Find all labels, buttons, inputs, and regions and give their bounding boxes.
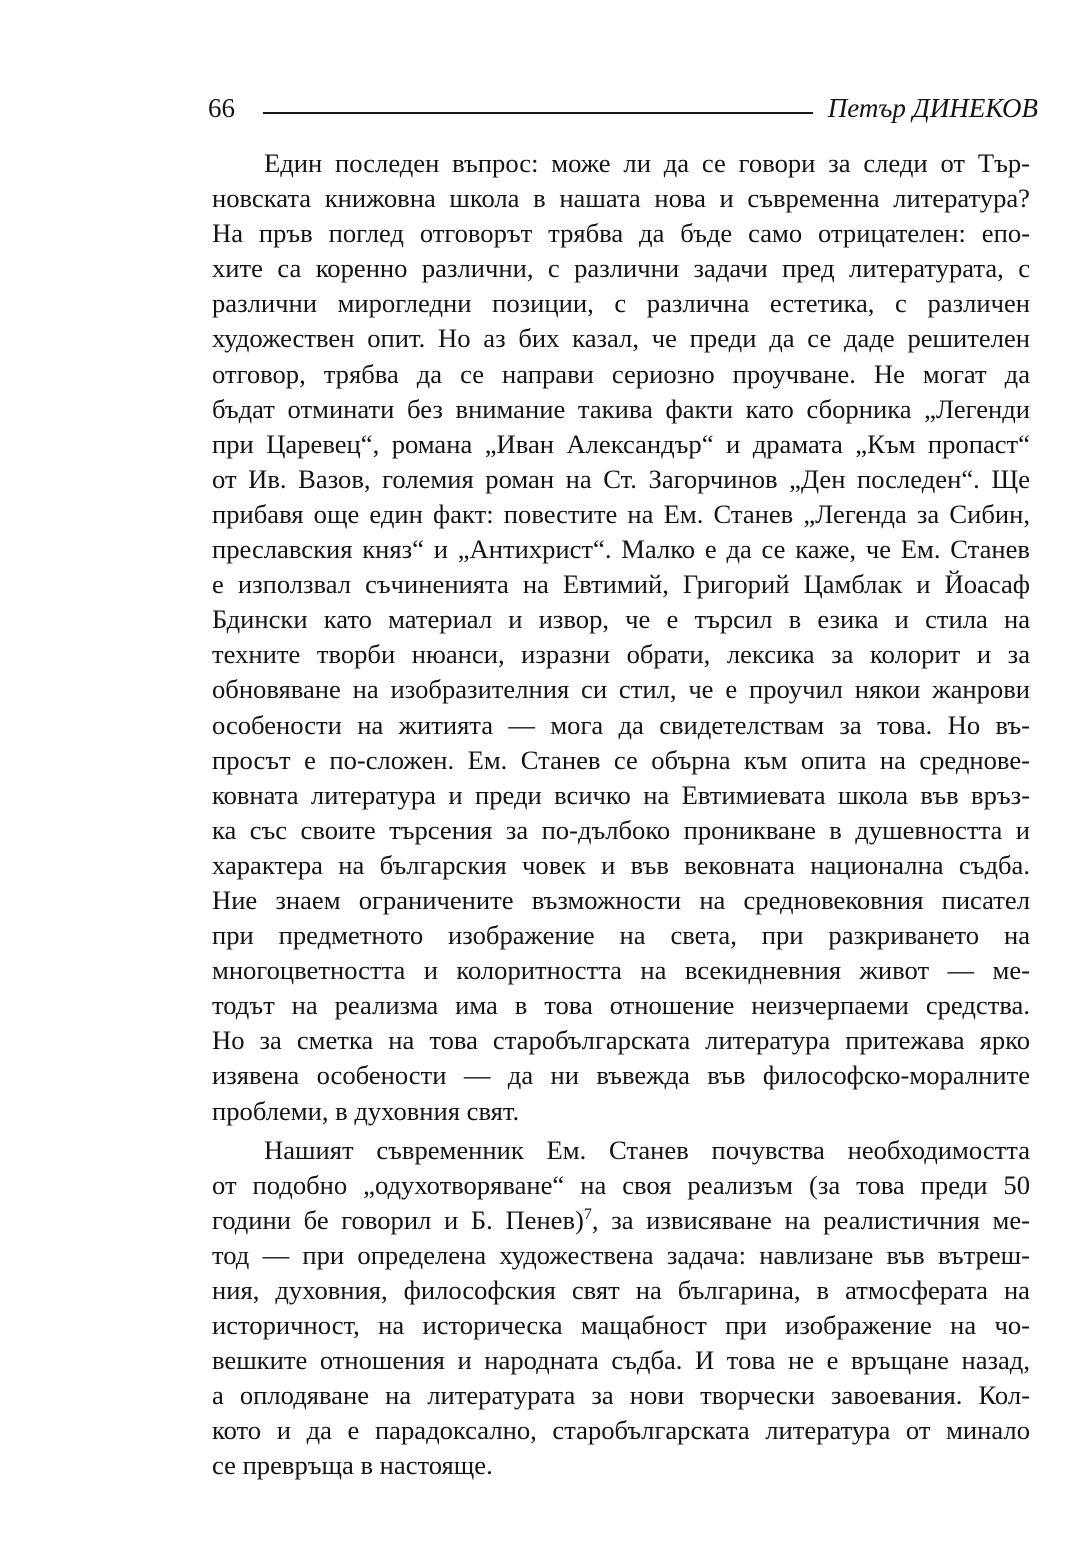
text-line: ка със своите търсения за по-дълбоко проникване в душевността и [212,814,1030,845]
text-line: ковната литература и преди всичко на Евтимиевата школа във връз- [212,779,1030,810]
text-line-with-footnote [212,1203,1030,1238]
header-rule [263,112,813,114]
running-head-author: Петър ДИНЕКОВ [827,93,1038,123]
text-line: характера на българския човек и във вековната национална съдба. [212,849,1030,880]
text-line: хите са коренно различни, с различни задачи пред литературата, с [212,253,1030,284]
text-line: историчност, на историческа мащабност при изображение на чо- [212,1310,1030,1341]
text-line: различни мирогледни позиции, с различна естетика, с различен [212,288,1030,319]
text-line: от подобно „одухотворяване“ на своя реализъм (за това преди 50 [212,1169,1030,1200]
text-line: обновяване на изобразителния си стил, че е проучил някои жанрови [212,674,1030,705]
page-number: 66 [208,93,235,123]
text-line: техните творби нюанси, изразни обрати, лексика за колорит и за [212,639,1030,670]
text-line: при предметното изображение на света, при разкриването на [212,920,1030,951]
text-line: просът е по-сложен. Ем. Станев се обърна към опита на среднове- [212,744,1030,775]
text-line: Но за сметка на това старобългарската литература притежава ярко [212,1025,1030,1056]
paragraph-2 [212,1133,1030,1484]
text-line: прибавя още един факт: повестите на Ем. Станев „Легенда за Сибин, [212,498,1030,529]
text-line: кото и да е парадоксално, старобългарската литература от минало [212,1415,1030,1446]
text-line: отговор, трябва да се направи сериозно проучване. Не могат да [212,358,1030,389]
text-line: тодът на реализма има в това отношение неизчерпаеми средства. [212,990,1030,1021]
text-line: Един последен въпрос: може ли да се говори за следи от Тър- [264,148,1030,178]
text-line: от Ив. Вазов, големия роман на Ст. Загорчинов „Ден последен“. Ще [212,463,1030,494]
text-line: е използвал съчиненията на Евтимий, Григорий Цамблак и Йоасаф [212,569,1030,600]
text-line: На пръв поглед отговорът трябва да бъде само отрицателен: епо- [212,218,1030,249]
paragraph-1 [212,146,1030,1129]
text-line: Ние знаем ограничените възможности на средновековния писател [212,884,1030,915]
text-line: новската книжовна школа в нашата нова и съвременна литература? [212,183,1030,214]
text-line: многоцветността и колоритността на всекидневния живот — ме- [212,955,1030,986]
text-line: изявена особености — да ни въвежда във философско-моралните [212,1060,1030,1091]
text-line: се превръща в настояще. [212,1450,493,1481]
footnote-reference[interactable]: 7 [583,1205,592,1223]
text-segment: , за извисяване на реалистичния ме- [591,1204,1030,1235]
text-line: Бдински като материал и извор, че е търсил в езика и стила на [212,604,1030,635]
body-text [212,146,1030,1484]
page-header [208,88,1038,128]
text-line: тод — при определена художествена задача: навлизане във вътреш- [212,1239,1030,1270]
text-line: Нашият съвременник Ем. Станев почувства необходимостта [264,1134,1030,1165]
text-line: вешките отношения и народната съдба. И това не е връщане назад, [212,1345,1030,1376]
text-line: бъдат отминати без внимание такива факти като сборника „Легенди [212,393,1030,424]
text-line: при Царевец“, романа „Иван Александър“ и драмата „Към пропаст“ [212,428,1030,459]
text-line: проблеми, в духовния свят. [212,1095,520,1126]
text-line: преславския княз“ и „Антихрист“. Малко е да се каже, че Ем. Станев [212,534,1030,565]
text-line: ния, духовния, философския свят на българина, в атмосферата на [212,1275,1030,1305]
text-segment: години бе говорил и Б. Пенев) [212,1204,584,1235]
text-line: художествен опит. Но аз бих казал, че преди да се даде решителен [212,323,1030,354]
text-line: особености на житията — мога да свидетелствам за това. Но въ- [212,709,1030,740]
text-line: а оплодяване на литературата за нови творчески завоевания. Кол- [212,1380,1030,1411]
